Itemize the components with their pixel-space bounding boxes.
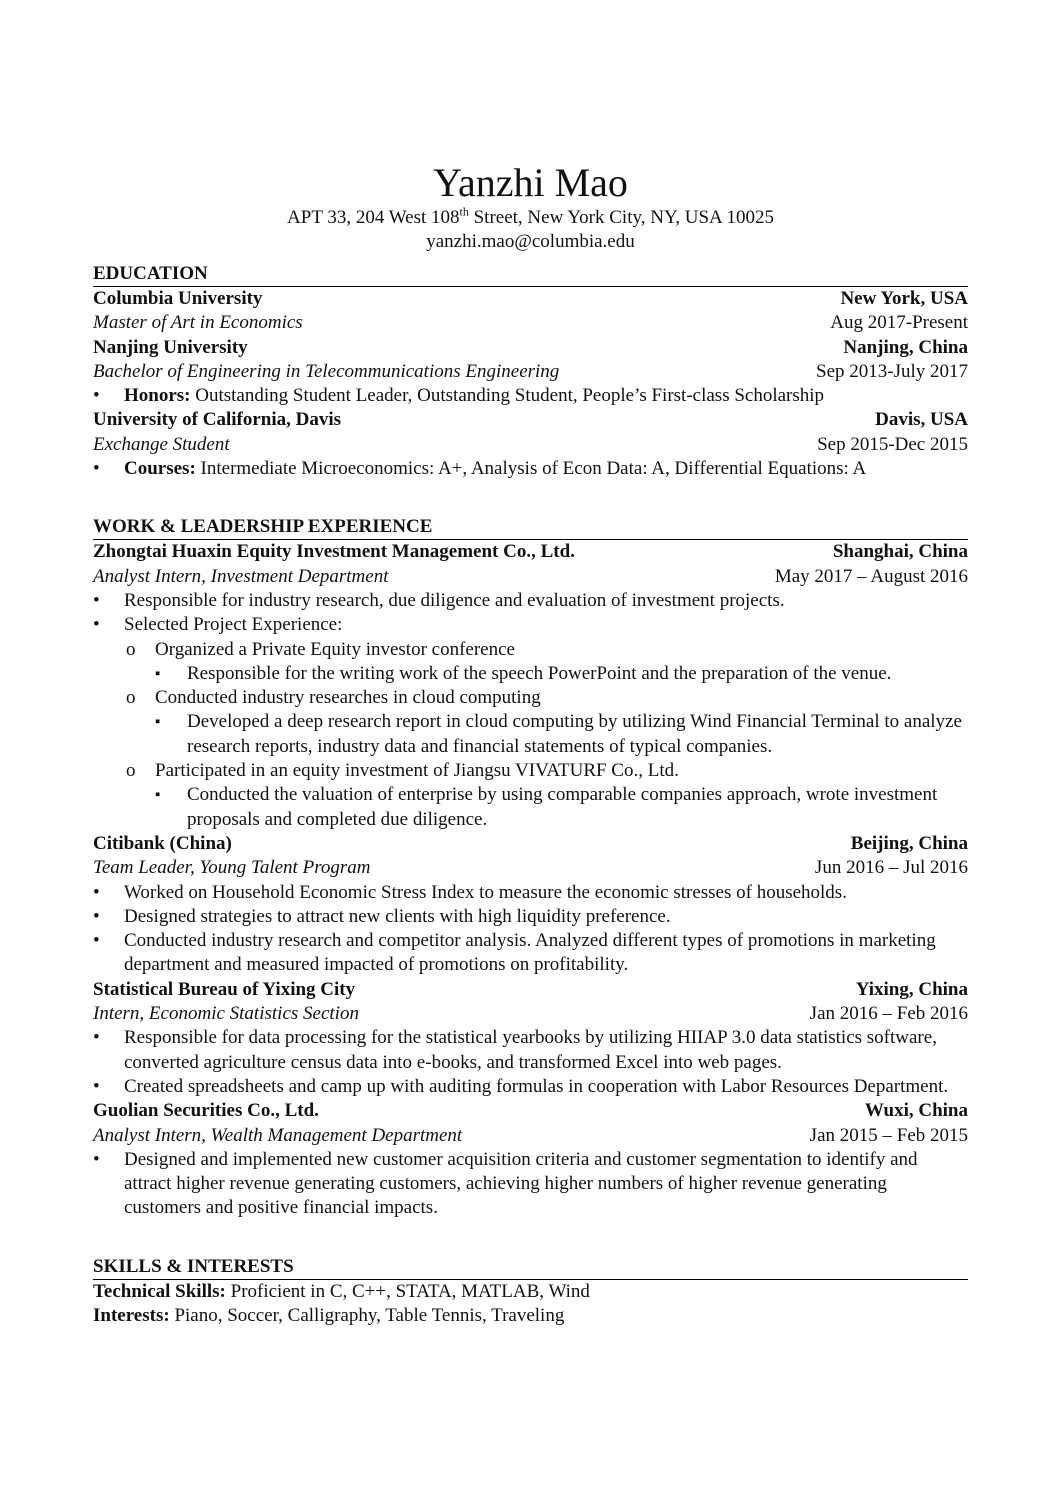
project-item: o Participated in an equity investment of Jiangsu VIVATURF Co., Ltd. (93, 759, 968, 783)
dates: Aug 2017-Present (830, 312, 968, 334)
yixing-bullets (93, 1026, 968, 1099)
degree: Bachelor of Engineering in Telecommunications Engineering (93, 360, 560, 382)
role: Analyst Intern, Investment Department (93, 565, 389, 587)
company-location: Beijing, China (850, 832, 968, 854)
dates: Jun 2016 – Jul 2016 (814, 857, 968, 879)
bullet-item: • Worked on Household Economic Stress Index to measure the economic stresses of households. (93, 881, 968, 905)
email-line[interactable]: yanzhi.mao@columbia.edu (426, 231, 635, 252)
role-row (93, 1002, 968, 1026)
bullet-item: • Responsible for industry research, due diligence and evaluation of investment projects. (93, 589, 968, 613)
degree-row (93, 311, 968, 335)
company-location: Yixing, China (855, 978, 968, 1000)
bullet-item: • Designed and implemented new customer acquisition criteria and customer segmentation to identify and attract higher revenue generating customers, achieving higher numbers of higher revenue generating customers and positive financial impacts. (93, 1148, 968, 1221)
guolian-bullets (93, 1148, 968, 1221)
address-line (93, 206, 968, 230)
company-row (93, 978, 968, 1002)
school-location: New York, USA (840, 288, 968, 309)
company-name: Guolian Securities Co., Ltd. (93, 1100, 319, 1122)
candidate-name: Yanzhi Mao (433, 160, 628, 205)
dates: Sep 2015-Dec 2015 (817, 433, 968, 455)
school-name: Columbia University (93, 288, 263, 309)
section-gap (93, 481, 968, 507)
school-name: University of California, Davis (93, 409, 342, 431)
company-name: Statistical Bureau of Yixing City (93, 978, 356, 1000)
project-detail: ▪ Developed a deep research report in cloud computing by utilizing Wind Financial Terminal to analyze research reports, industry data and financial statements of typical companies. (93, 710, 968, 759)
company-location: Shanghai, China (832, 541, 968, 563)
company-row (93, 832, 968, 856)
technical-skills-text: Proficient in C, C++, STATA, MATLAB, Wind (225, 1280, 590, 1302)
dates: Jan 2015 – Feb 2015 (809, 1124, 968, 1146)
honors-text: Outstanding Student Leader, Outstanding Student, People’s First-class Scholarship (190, 385, 825, 407)
role: Team Leader, Young Talent Program (93, 857, 371, 879)
role-row (93, 856, 968, 880)
role: Intern, Economic Statistics Section (93, 1003, 359, 1025)
project-item: o Conducted industry researches in cloud computing (93, 686, 968, 710)
company-row (93, 1099, 968, 1123)
school-row (93, 408, 968, 432)
dates: May 2017 – August 2016 (774, 565, 968, 587)
zhongtai-bullets (93, 589, 968, 832)
project-item: o Organized a Private Equity investor conference (93, 638, 968, 662)
school-name: Nanjing University (93, 336, 248, 358)
interests (93, 1304, 968, 1328)
section-gap (93, 1221, 968, 1247)
work-heading: WORK & LEADERSHIP EXPERIENCE (93, 515, 968, 540)
school-row (93, 336, 968, 360)
company-location: Wuxi, China (864, 1100, 968, 1122)
address-post: Street, New York City, NY, USA 10025 (468, 207, 774, 228)
degree: Master of Art in Economics (93, 312, 303, 334)
dates: Sep 2013-July 2017 (816, 360, 968, 382)
interests-label: Interests: (93, 1304, 170, 1326)
courses-text: Intermediate Microeconomics: A+, Analysis of Econ Data: A, Differential Equations: A (195, 458, 867, 480)
technical-skills-label: Technical Skills: (93, 1280, 226, 1302)
honors-item (93, 384, 968, 408)
project-detail: ▪ Conducted the valuation of enterprise by using comparable companies approach, wrote investment proposals and completed due diligence. (93, 783, 968, 832)
courses-label: Courses: (124, 458, 196, 480)
resume-page (93, 160, 968, 1328)
address-pre: APT 33, 204 West 108 (287, 207, 460, 228)
technical-skills (93, 1280, 968, 1304)
company-row (93, 540, 968, 564)
school-location: Davis, USA (875, 409, 968, 431)
role: Analyst Intern, Wealth Management Department (93, 1124, 463, 1146)
address-superscript: th (459, 204, 469, 219)
school-row (93, 287, 968, 311)
bullet-item: • Responsible for data processing for the statistical yearbooks by utilizing HIIAP 3.0 data statistics software, converted agriculture census data into e-books, and transformed Excel into web pages. (93, 1026, 968, 1075)
citibank-bullets (93, 881, 968, 978)
education-heading: EDUCATION (93, 262, 968, 287)
school-location: Nanjing, China (843, 336, 968, 358)
degree-row (93, 360, 968, 384)
degree-row (93, 433, 968, 457)
honors-label: Honors: (124, 385, 191, 407)
skills-heading: SKILLS & INTERESTS (93, 1255, 968, 1280)
interests-text: Piano, Soccer, Calligraphy, Table Tennis, Traveling (169, 1304, 565, 1326)
courses-list (93, 457, 968, 481)
company-name: Zhongtai Huaxin Equity Investment Management Co., Ltd. (93, 541, 575, 563)
project-detail: ▪ Responsible for the writing work of the speech PowerPoint and the preparation of the venue. (93, 662, 968, 686)
company-name: Citibank (China) (93, 832, 232, 854)
bullet-item: • Selected Project Experience: (93, 613, 968, 637)
bullet-item: • Created spreadsheets and camp up with auditing formulas in cooperation with Labor Resources Department. (93, 1075, 968, 1099)
dates: Jan 2016 – Feb 2016 (809, 1003, 968, 1025)
courses-item (93, 457, 968, 481)
bullet-item: • Conducted industry research and competitor analysis. Analyzed different types of promotions in marketing department and measured impacted of promotions on profitability. (93, 929, 968, 978)
bullet-item: • Designed strategies to attract new clients with high liquidity preference. (93, 905, 968, 929)
role-row (93, 565, 968, 589)
role-row (93, 1124, 968, 1148)
honors-list (93, 384, 968, 408)
degree: Exchange Student (93, 433, 230, 455)
